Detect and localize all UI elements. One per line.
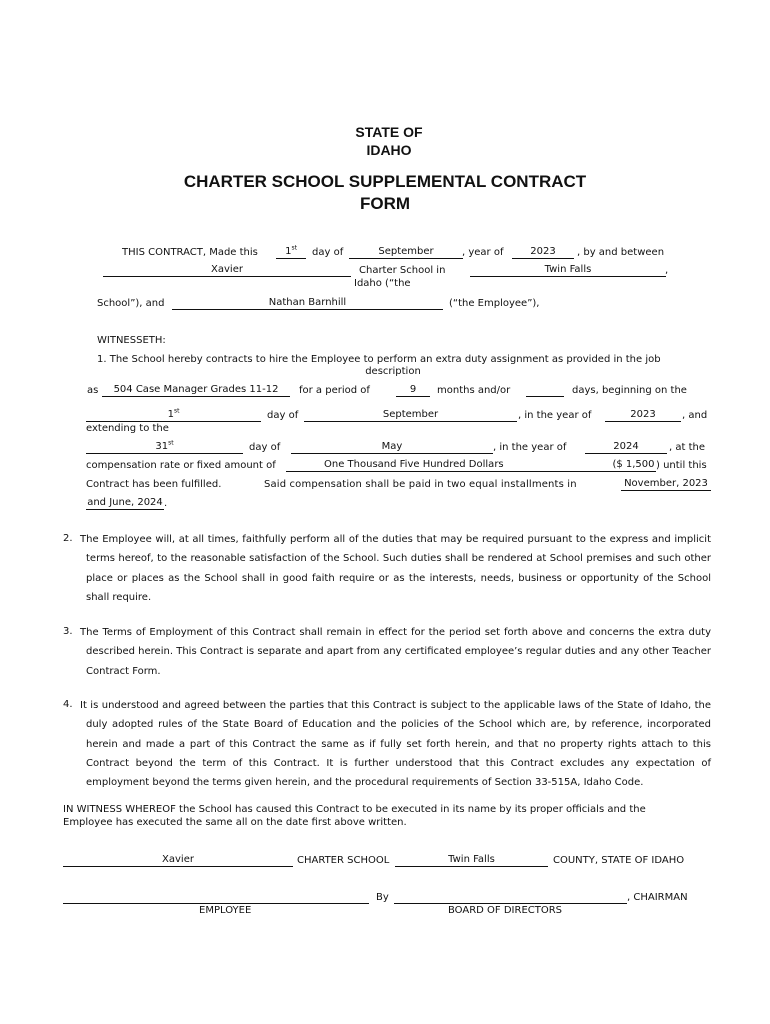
by-between-label: , by and between bbox=[577, 247, 665, 258]
charter-school-label: CHARTER SCHOOL bbox=[297, 855, 390, 866]
city-field[interactable]: Twin Falls bbox=[470, 264, 666, 277]
item2-number: 2. bbox=[63, 533, 73, 544]
county-state-label: COUNTY, STATE OF IDAHO bbox=[553, 855, 685, 866]
the-employee-label: (“the Employee”), bbox=[449, 298, 540, 309]
chairman-signature-line[interactable] bbox=[394, 891, 627, 904]
witness-line2: Employee has executed the same all on the date first above written. bbox=[63, 817, 407, 828]
end-month-field[interactable]: May bbox=[291, 441, 493, 454]
school-and-label: School”), and bbox=[97, 298, 165, 309]
item4-text: It is understood and agreed between the parties that this Contract is subject to the applicable laws of the State of Idaho, the duly adopted rules of the State Board of Education and the policies of the School which are, by reference, incorporated herein and made a part of this Contract the same as if fully set forth herein, and that no property rights attach to this Contract beyond the term of this Contract. It is further understood that this Contract excludes any expectation of employment beyond the terms given herein, and the procedural requirements of Section 33-515A, Idaho Code. bbox=[80, 700, 711, 789]
signature-county-field[interactable]: Twin Falls bbox=[395, 854, 548, 867]
year-of-label: , year of bbox=[462, 247, 504, 258]
comp-rate-label: compensation rate or fixed amount of bbox=[86, 460, 276, 471]
day-of-label: day of bbox=[312, 247, 344, 258]
employee-label: EMPLOYEE bbox=[199, 905, 252, 916]
amount-number-field[interactable]: ($ 1,500 bbox=[612, 459, 655, 470]
installment1-field[interactable]: November, 2023 bbox=[621, 478, 711, 491]
end-day-field[interactable]: 31st bbox=[86, 441, 243, 454]
chairman-label: , CHAIRMAN bbox=[627, 892, 688, 903]
item1-line1b: description bbox=[365, 366, 421, 377]
and-label: , and bbox=[682, 410, 708, 421]
page-title: CHARTER SCHOOL SUPPLEMENTAL CONTRACT bbox=[183, 172, 587, 191]
installment2-field[interactable]: and June, 2024 bbox=[87, 497, 163, 508]
comma-label: , bbox=[665, 265, 669, 276]
idaho-the-label: Idaho (“the bbox=[354, 278, 411, 289]
months-andor-label: months and/or bbox=[437, 385, 511, 396]
period-label: . bbox=[164, 498, 168, 509]
item1-line1: 1. The School hereby contracts to hire the Employee to perform an extra duty assignment as provided in the job bbox=[97, 354, 661, 365]
start-day-field[interactable]: 1st bbox=[86, 409, 261, 422]
charter-school-in-label: Charter School in bbox=[359, 265, 446, 276]
day-of-label-3: day of bbox=[249, 442, 281, 453]
page-title-2: FORM bbox=[359, 194, 411, 213]
board-label: BOARD OF DIRECTORS bbox=[448, 905, 563, 916]
item3-number: 3. bbox=[63, 626, 73, 637]
days-field[interactable] bbox=[526, 384, 564, 397]
assignment-field[interactable]: 504 Case Manager Grades 11-12 bbox=[102, 384, 290, 397]
extending-label: extending to the bbox=[86, 423, 169, 434]
by-label: By bbox=[376, 892, 389, 903]
item4-number: 4. bbox=[63, 699, 73, 710]
employee-signature-line[interactable] bbox=[63, 891, 369, 904]
in-year-of-label: , in the year of bbox=[518, 410, 592, 421]
days-beginning-label: days, beginning on the bbox=[572, 385, 687, 396]
state-heading: STATE OF bbox=[355, 124, 423, 140]
month-field[interactable]: September bbox=[349, 246, 463, 259]
item2-text: The Employee will, at all times, faithfully perform all of the duties that may be required pursuant to the express and implicit terms hereof, to the reasonable satisfaction of the School. Such duties shall be rendered at School premises and such other place or places as the School shall in good faith require or as the interests, needs, business or opportunity of the School shall require. bbox=[80, 534, 711, 603]
until-this-label: ) until this bbox=[656, 460, 707, 471]
start-month-field[interactable]: September bbox=[304, 409, 517, 422]
months-field[interactable]: 9 bbox=[396, 384, 430, 397]
said-comp-label: Said compensation shall be paid in two equal installments in bbox=[264, 479, 577, 490]
day-field[interactable]: 1st bbox=[276, 246, 306, 259]
day-of-label-2: day of bbox=[267, 410, 299, 421]
witnesseth-label: WITNESSETH: bbox=[97, 335, 166, 346]
state-heading-2: IDAHO bbox=[366, 142, 412, 158]
as-label: as bbox=[87, 385, 99, 396]
end-year-field[interactable]: 2024 bbox=[585, 441, 667, 454]
intro-text: THIS CONTRACT, Made this bbox=[122, 247, 258, 258]
at-the-label: , at the bbox=[669, 442, 705, 453]
item3-text: The Terms of Employment of this Contract shall remain in effect for the period set forth above and concerns the extra duty described herein. This Contract is separate and apart from any certificated employee’s regular duties and any other Teacher Contract Form. bbox=[80, 627, 711, 677]
amount-words-field[interactable]: One Thousand Five Hundred Dollars bbox=[286, 459, 611, 472]
in-year-of-label-2: , in the year of bbox=[493, 442, 567, 453]
signature-school-field[interactable]: Xavier bbox=[63, 854, 293, 867]
employee-name-field[interactable]: Nathan Barnhill bbox=[172, 297, 443, 310]
witness-line1: IN WITNESS WHEREOF the School has caused this Contract to be executed in its name by its proper officials and the bbox=[63, 804, 646, 815]
for-period-label: for a period of bbox=[299, 385, 370, 396]
school-name-field[interactable]: Xavier bbox=[103, 264, 351, 277]
fulfilled-label: Contract has been fulfilled. bbox=[86, 479, 222, 490]
start-year-field[interactable]: 2023 bbox=[605, 409, 681, 422]
year-field[interactable]: 2023 bbox=[512, 246, 574, 259]
